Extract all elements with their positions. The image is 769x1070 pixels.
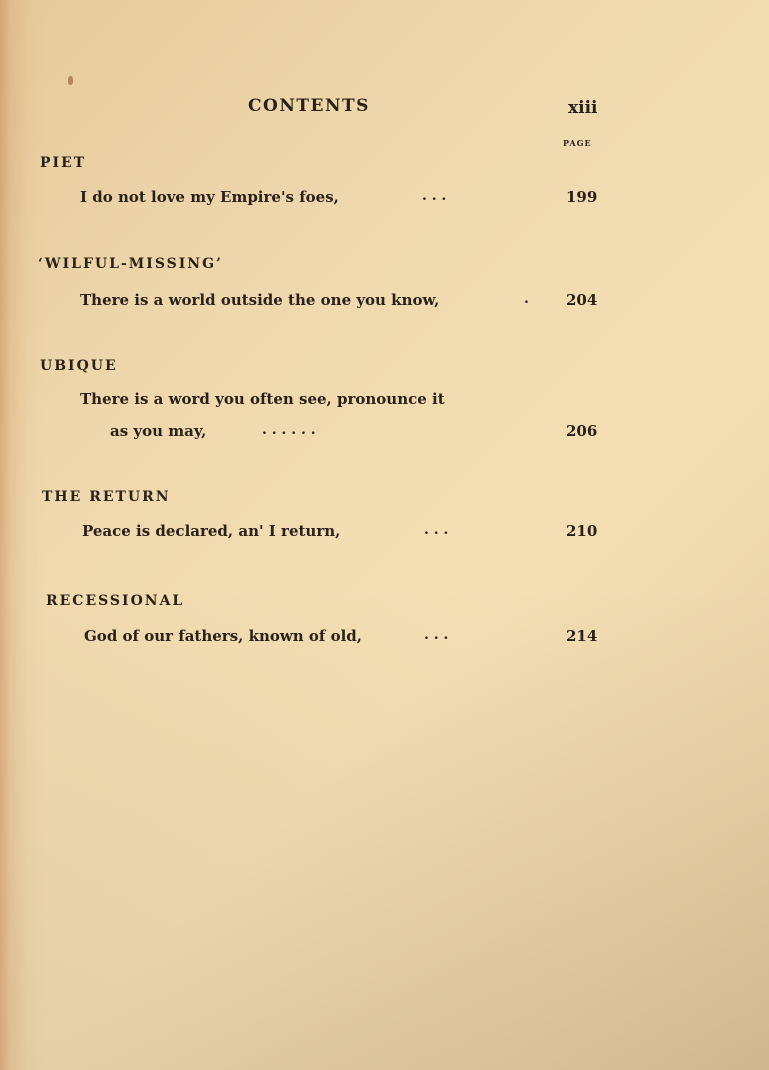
dot-leader: . . . . . . — [262, 422, 316, 438]
dot-leader: . . . — [422, 188, 447, 204]
entry-title: UBIQUE — [40, 358, 118, 374]
entry-title: PIET — [40, 155, 87, 171]
dot-leader: . — [524, 291, 529, 307]
entry-page-number: 204 — [566, 291, 598, 309]
paper-blemish — [68, 76, 73, 85]
entry-first-line: I do not love my Empire's foes, — [80, 188, 339, 206]
entry-page-number: 210 — [566, 522, 598, 540]
entry-title: RECESSIONAL — [46, 593, 185, 609]
page-column-label: PAGE — [563, 138, 592, 148]
entry-first-line: Peace is declared, an' I return, — [82, 522, 341, 540]
entry-title: THE RETURN — [42, 489, 171, 505]
entry-title: ‘WILFUL-MISSING’ — [38, 256, 223, 272]
dot-leader: . . . — [424, 522, 449, 538]
entry-first-line: God of our fathers, known of old, — [84, 627, 363, 645]
entry-page-number: 206 — [566, 422, 598, 440]
running-head: CONTENTS — [248, 96, 370, 116]
entry-continuation-line: as you may, — [110, 422, 207, 440]
entry-first-line: There is a word you often see, pronounce it — [80, 390, 445, 408]
entry-page-number: 199 — [566, 188, 598, 206]
entry-page-number: 214 — [566, 627, 598, 645]
entry-first-line: There is a world outside the one you know, — [80, 291, 440, 309]
folio-page-number: xiii — [568, 98, 598, 118]
dot-leader: . . . — [424, 627, 449, 643]
